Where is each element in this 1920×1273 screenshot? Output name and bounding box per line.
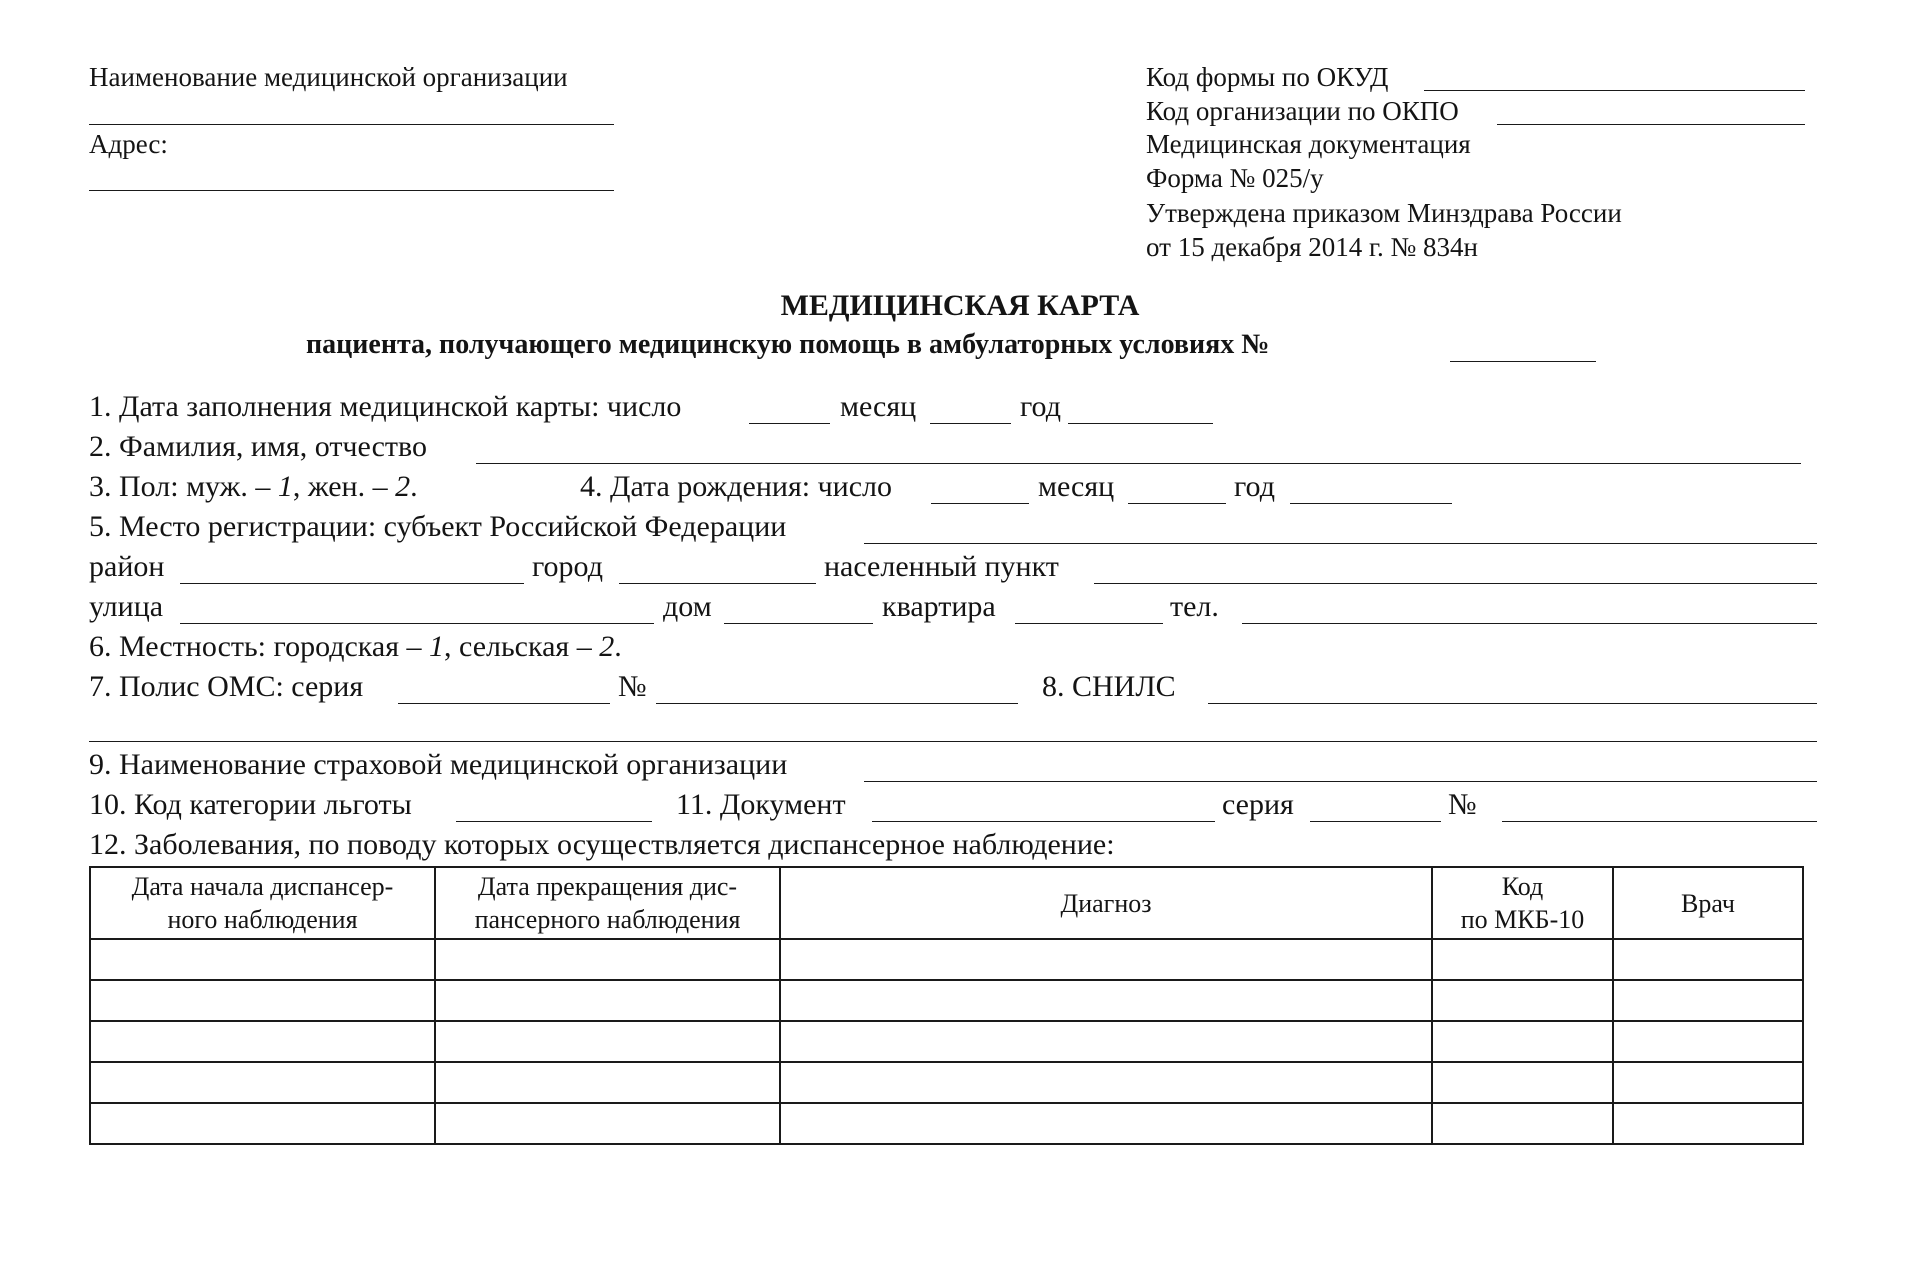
sex-female-code: 2 (395, 470, 411, 503)
table-cell[interactable] (1432, 1103, 1613, 1144)
org-name-label: Наименование медицинской организации (89, 62, 568, 92)
table-cell[interactable] (1432, 939, 1613, 980)
table-cell[interactable] (1432, 1021, 1613, 1062)
street-line[interactable] (180, 623, 654, 624)
oms-series-line[interactable] (398, 703, 610, 704)
col-start-date-line1: Дата начала диспансер- (131, 872, 394, 901)
col-start-date-line2: ного наблюдения (167, 905, 358, 934)
address-line[interactable] (89, 190, 614, 191)
doc-type: Медицинская документация (1146, 129, 1471, 159)
birth-month-label: месяц (1038, 470, 1115, 503)
table-cell[interactable] (1613, 1021, 1803, 1062)
col-end-date-line1: Дата прекращения дис- (477, 872, 738, 901)
city-label: город (532, 550, 603, 583)
document-series-line[interactable] (1310, 821, 1441, 822)
table-row (90, 939, 1803, 980)
diseases-label: 12. Заболевания, по поводу которых осуществляется диспансерное наблюдение: (89, 828, 1115, 861)
col-icd-code-line1: Код (1501, 872, 1544, 901)
district-label: район (89, 550, 165, 583)
city-line[interactable] (619, 583, 816, 584)
document-label: 11. Документ (676, 788, 846, 821)
table-cell[interactable] (435, 939, 780, 980)
table-cell[interactable] (1432, 980, 1613, 1021)
table-row (90, 980, 1803, 1021)
table-cell[interactable] (90, 980, 435, 1021)
document-number-label: № (1448, 788, 1477, 821)
table-cell[interactable] (780, 1021, 1432, 1062)
house-line[interactable] (724, 623, 873, 624)
col-diagnosis-header: Диагноз (780, 867, 1432, 939)
birth-year-line[interactable] (1290, 503, 1452, 504)
col-icd-code-header (1432, 867, 1613, 939)
benefit-category-line[interactable] (456, 821, 652, 822)
locality-rural-label: , сельская – (444, 630, 592, 663)
snils-label: 8. СНИЛС (1042, 670, 1176, 703)
phone-label: тел. (1170, 590, 1219, 623)
insurer-line[interactable] (864, 781, 1817, 782)
table-cell[interactable] (1613, 1103, 1803, 1144)
phone-line[interactable] (1242, 623, 1817, 624)
table-row (90, 1103, 1803, 1144)
okpo-line[interactable] (1497, 124, 1805, 125)
snils-line[interactable] (1208, 703, 1817, 704)
sex-female-label: , жен. – (292, 470, 388, 503)
fill-day-line[interactable] (749, 423, 830, 424)
dispensary-table (89, 866, 1804, 1145)
address-label: Адрес: (89, 129, 168, 159)
card-number-line[interactable] (1450, 361, 1596, 362)
org-name-line[interactable] (89, 124, 614, 125)
locality-type-field (89, 628, 622, 666)
locality-rural-code: 2 (599, 630, 615, 663)
document-series-label: серия (1222, 788, 1294, 821)
locality-end: . (614, 630, 622, 663)
form-number: Форма № 025/у (1146, 163, 1324, 193)
street-label: улица (89, 590, 164, 623)
sex-label: 3. Пол: муж. – (89, 470, 271, 503)
locality-urban-code: 1 (429, 630, 445, 663)
page-subtitle: пациента, получающего медицинскую помощь в амбулаторных условиях № (306, 329, 1270, 360)
fill-date-label: 1. Дата заполнения медицинской карты: число (89, 390, 682, 423)
table-row (90, 1062, 1803, 1103)
table-cell[interactable] (90, 1021, 435, 1062)
fill-month-line[interactable] (930, 423, 1011, 424)
registration-label: 5. Место регистрации: субъект Российской Федерации (89, 510, 787, 543)
approved-date: от 15 декабря 2014 г. № 834н (1146, 232, 1479, 262)
table-cell[interactable] (435, 1062, 780, 1103)
table-header-row (90, 867, 1803, 939)
district-line[interactable] (180, 583, 524, 584)
locality-type-label: 6. Местность: городская – (89, 630, 422, 663)
oms-number-line[interactable] (656, 703, 1018, 704)
birth-month-line[interactable] (1128, 503, 1226, 504)
col-end-date-header (435, 867, 780, 939)
page-title: МЕДИЦИНСКАЯ КАРТА (780, 289, 1140, 322)
table-cell[interactable] (1613, 939, 1803, 980)
table-cell[interactable] (435, 1021, 780, 1062)
document-number-line[interactable] (1502, 821, 1817, 822)
oms-number-label: № (618, 670, 647, 703)
region-line[interactable] (864, 543, 1817, 544)
table-cell[interactable] (1613, 980, 1803, 1021)
house-label: дом (663, 590, 712, 623)
insurer-label: 9. Наименование страховой медицинской организации (89, 748, 788, 781)
fill-month-label: месяц (840, 390, 917, 423)
birth-year-label: год (1234, 470, 1275, 503)
okpo-label: Код организации по ОКПО (1146, 96, 1459, 126)
table-cell[interactable] (780, 1103, 1432, 1144)
col-start-date-header (90, 867, 435, 939)
table-cell[interactable] (90, 1062, 435, 1103)
apartment-label: квартира (882, 590, 996, 623)
col-icd-code-line2: по МКБ-10 (1460, 905, 1585, 934)
table-cell[interactable] (1432, 1062, 1613, 1103)
sex-field (89, 468, 418, 506)
extra-line[interactable] (89, 741, 1817, 742)
benefit-category-label: 10. Код категории льготы (89, 788, 412, 821)
table-cell[interactable] (780, 939, 1432, 980)
locality-line[interactable] (1094, 583, 1817, 584)
birth-date-label: 4. Дата рождения: число (580, 470, 893, 503)
table-cell[interactable] (435, 1103, 780, 1144)
document-line[interactable] (872, 821, 1215, 822)
table-cell[interactable] (1613, 1062, 1803, 1103)
table-row (90, 1021, 1803, 1062)
table-cell[interactable] (90, 1103, 435, 1144)
col-doctor-header: Врач (1613, 867, 1803, 939)
table-cell[interactable] (780, 1062, 1432, 1103)
approved-by: Утверждена приказом Минздрава России (1146, 198, 1622, 228)
oms-policy-label: 7. Полис ОМС: серия (89, 670, 364, 703)
fill-year-line[interactable] (1068, 423, 1213, 424)
col-end-date-line2: пансерного наблюдения (474, 905, 741, 934)
sex-male-code: 1 (277, 470, 293, 503)
table-cell[interactable] (90, 939, 435, 980)
fill-year-label: год (1020, 390, 1061, 423)
sex-end: . (410, 470, 418, 503)
apartment-line[interactable] (1015, 623, 1163, 624)
full-name-line[interactable] (476, 463, 1801, 464)
table-cell[interactable] (435, 980, 780, 1021)
table-cell[interactable] (780, 980, 1432, 1021)
okud-label: Код формы по ОКУД (1146, 62, 1389, 92)
locality-label: населенный пункт (824, 550, 1059, 583)
okud-line[interactable] (1424, 90, 1805, 91)
full-name-label: 2. Фамилия, имя, отчество (89, 430, 427, 463)
birth-day-line[interactable] (931, 503, 1029, 504)
